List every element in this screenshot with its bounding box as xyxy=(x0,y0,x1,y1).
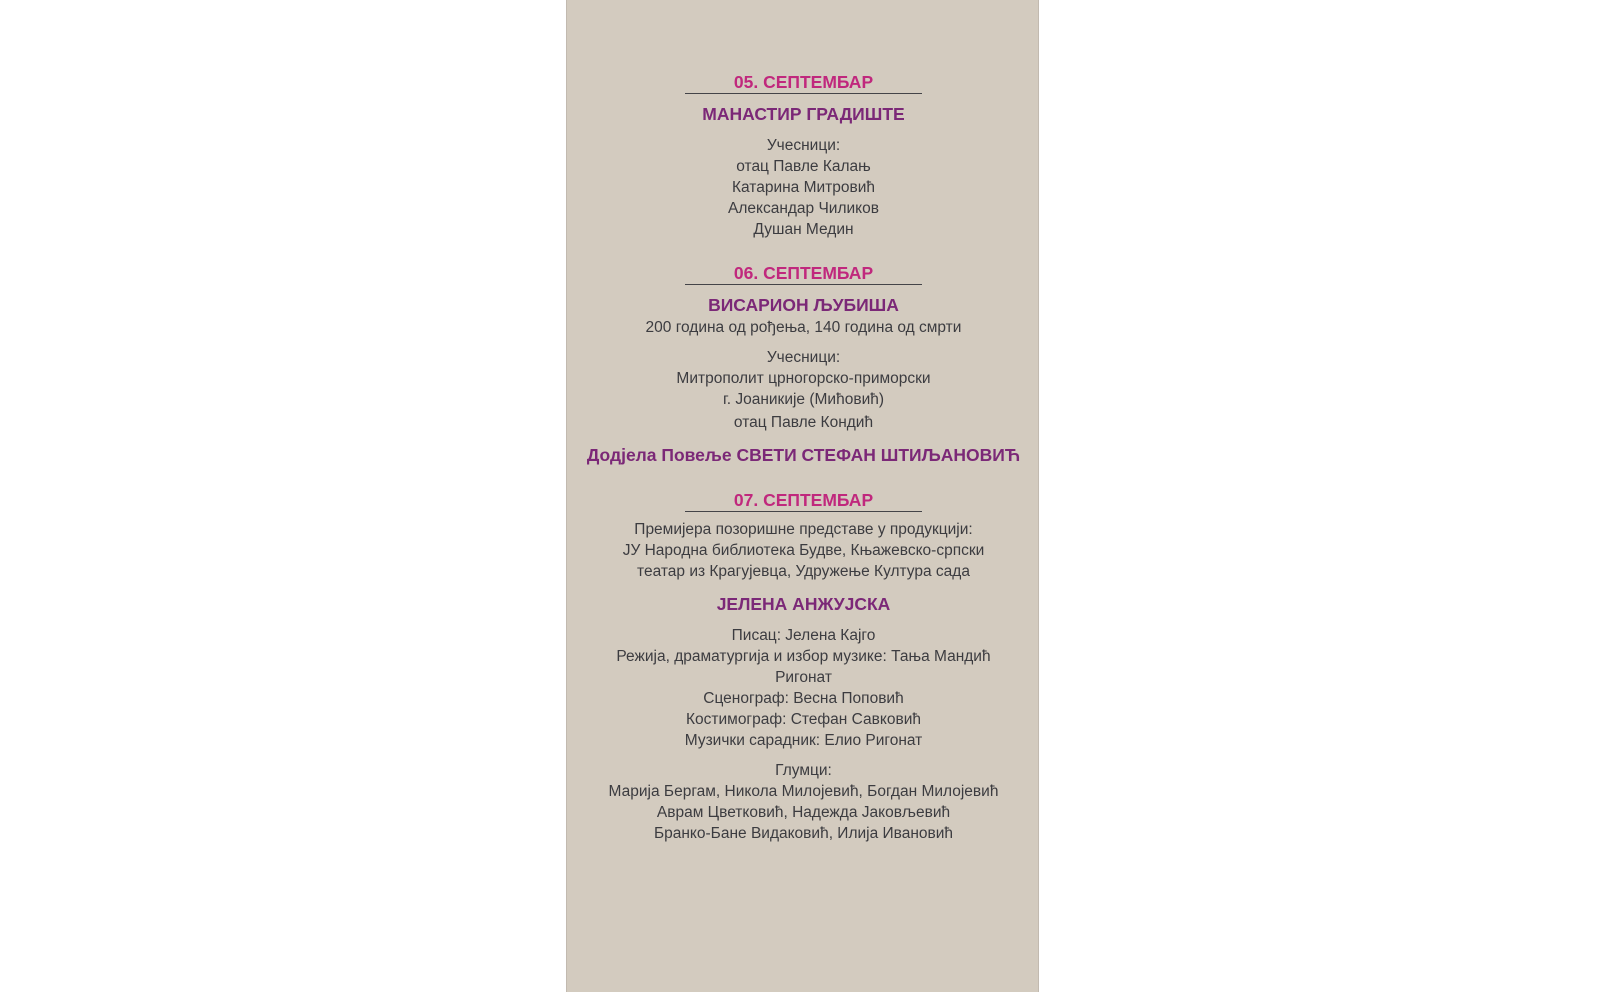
credit-line: Режија, драматургија и избор музике: Тања Мандић xyxy=(616,648,991,665)
production-intro-line: театар из Крагујевца, Удружење Култура сада xyxy=(637,563,970,580)
event-subheading: 200 година од рођења, 140 година од смрти xyxy=(645,319,962,336)
credit-line: Писац: Јелена Кајго xyxy=(731,627,876,644)
production-intro-line: Премијера позоришне представе у продукцији: xyxy=(634,521,973,538)
date-underline xyxy=(685,93,922,94)
participant-line: Александар Чиликов xyxy=(728,200,879,217)
participant-line: г. Јоаникије (Мићовић) xyxy=(722,391,885,408)
participant-line: отац Павле Кондић xyxy=(733,414,874,431)
participants-label: Учесници: xyxy=(766,349,841,366)
credit-line: Сценограф: Весна Поповић xyxy=(703,690,904,707)
credit-line: Музички сарадник: Елио Ригонат xyxy=(684,732,923,749)
credit-line: Ригонат xyxy=(775,669,832,686)
participant-line: Душан Медин xyxy=(753,221,854,238)
credit-line: Костимограф: Стефан Савковић xyxy=(686,711,921,728)
date-underline xyxy=(685,511,922,512)
participant-line: Митрополит црногорско-приморски xyxy=(676,370,931,387)
play-title: ЈЕЛЕНА АНЖУЈСКА xyxy=(716,594,891,614)
date-label-sep-07: 07. СЕПТЕМБАР xyxy=(733,490,874,510)
participants-label: Учесници: xyxy=(766,137,841,154)
award-line: Додјела Повеље СВЕТИ СТЕФАН ШТИЉАНОВИЋ xyxy=(586,445,1021,465)
program-panel xyxy=(566,0,1039,992)
production-intro-line: ЈУ Народна библиотека Будве, Књажевско-српски xyxy=(622,542,985,559)
date-label-sep-05: 05. СЕПТЕМБАР xyxy=(733,72,874,92)
participant-line: Катарина Митровић xyxy=(731,179,876,196)
actors-label: Глумци: xyxy=(775,762,832,779)
actors-line: Аврам Цветковић, Надежда Јаковљевић xyxy=(656,804,951,821)
date-underline xyxy=(685,284,922,285)
date-label-sep-06: 06. СЕПТЕМБАР xyxy=(733,263,874,283)
actors-line: Марија Бергам, Никола Милојевић, Богдан Милојевић xyxy=(608,783,999,800)
event-heading-visarion: ВИСАРИОН ЉУБИША xyxy=(708,295,899,315)
actors-line: Бранко-Бане Видаковић, Илија Ивановић xyxy=(653,825,954,842)
participant-line: отац Павле Калањ xyxy=(736,158,871,175)
event-heading-manastir: МАНАСТИР ГРАДИШТЕ xyxy=(702,104,905,124)
